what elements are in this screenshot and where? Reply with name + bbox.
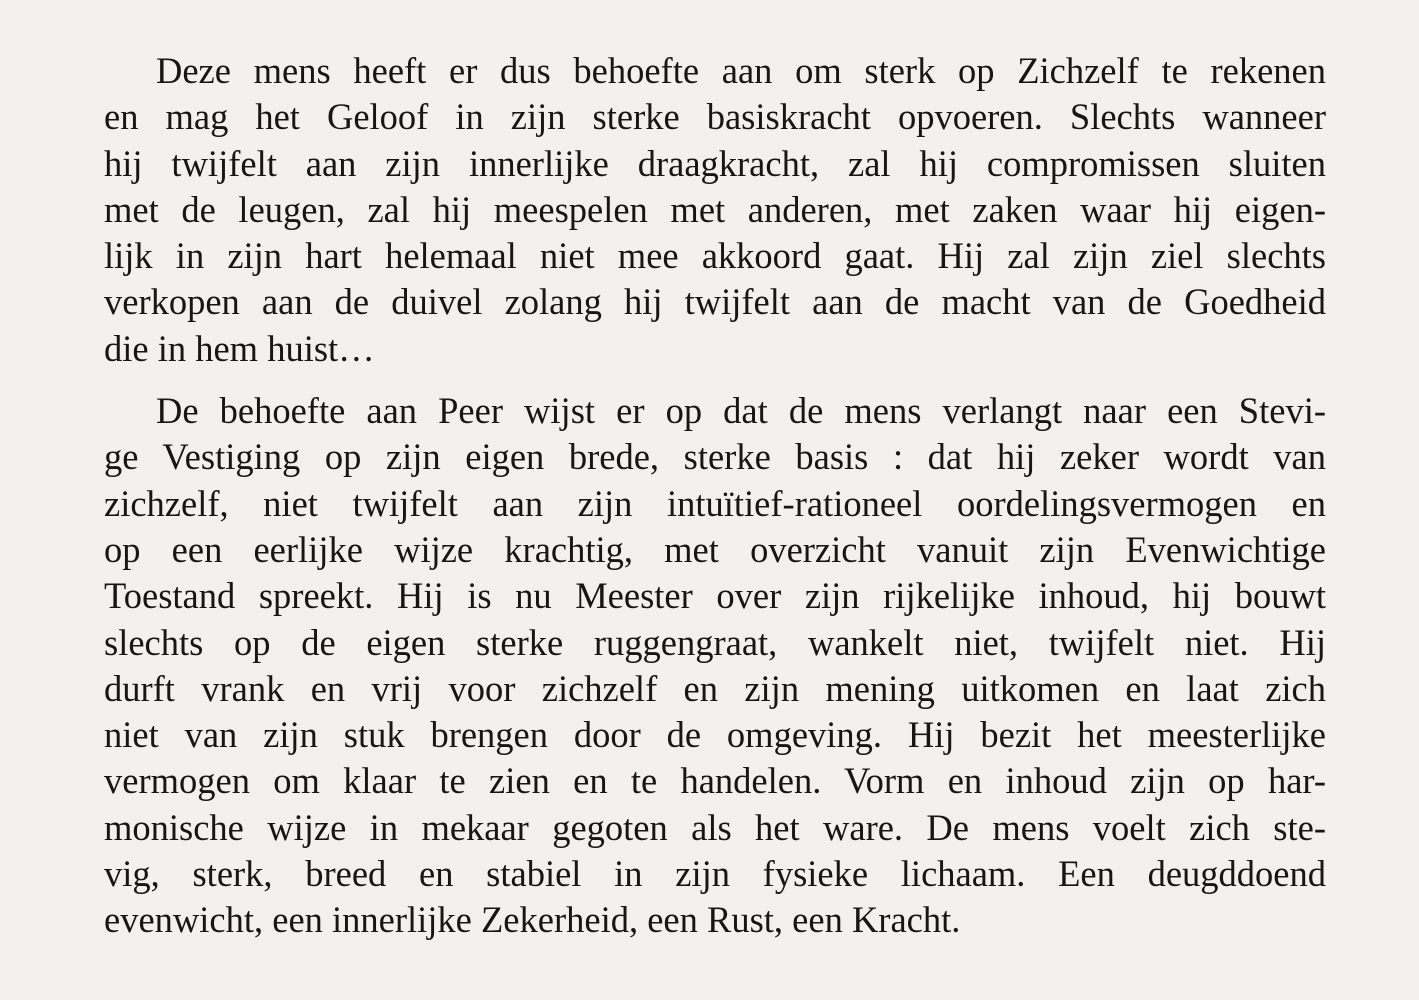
text-line: die in hem huist… <box>104 327 375 369</box>
text-line: verkopen aan de duivel zolang hij twijfelt aan de macht van de Goedheid <box>104 281 1326 323</box>
text-line: slechts op de eigen sterke ruggengraat, wankelt niet, twijfelt niet. Hij <box>104 621 1326 663</box>
paragraph-1 <box>104 48 1326 372</box>
text-line: De behoefte aan Peer wijst er op dat de mens verlangt naar een Stevi- <box>156 390 1326 432</box>
text-line: evenwicht, een innerlijke Zekerheid, een Rust, een Kracht. <box>104 899 961 941</box>
text-line: ge Vestiging op zijn eigen brede, sterke basis : dat hij zeker wordt van <box>104 436 1326 478</box>
text-line: Toestand spreekt. Hij is nu Meester over zijn rijkelijke inhoud, hij bouwt <box>104 575 1326 617</box>
text-line: op een eerlijke wijze krachtig, met overzicht vanuit zijn Evenwichtige <box>104 528 1326 570</box>
text-line: niet van zijn stuk brengen door de omgeving. Hij bezit het meesterlijke <box>104 714 1326 756</box>
paragraph-2 <box>104 388 1326 944</box>
text-line: vermogen om klaar te zien en te handelen. Vorm en inhoud zijn op har- <box>104 760 1326 802</box>
text-line: hij twijfelt aan zijn innerlijke draagkracht, zal hij compromissen sluiten <box>104 142 1326 184</box>
text-line: Deze mens heeft er dus behoefte aan om sterk op Zichzelf te rekenen <box>156 50 1326 91</box>
text-line: lijk in zijn hart helemaal niet mee akkoord gaat. Hij zal zijn ziel slechts <box>104 235 1326 277</box>
text-line: vig, sterk, breed en stabiel in zijn fysieke lichaam. Een deugddoend <box>104 853 1326 895</box>
text-line: met de leugen, zal hij meespelen met anderen, met zaken waar hij eigen- <box>104 188 1326 230</box>
text-line: durft vrank en vrij voor zichzelf en zijn mening uitkomen en laat zich <box>104 667 1326 709</box>
text-line: zichzelf, niet twijfelt aan zijn intuïtief-rationeel oordelingsvermogen en <box>104 482 1326 524</box>
text-line: en mag het Geloof in zijn sterke basiskracht opvoeren. Slechts wanneer <box>104 96 1326 138</box>
text-line: monische wijze in mekaar gegoten als het ware. De mens voelt zich ste- <box>104 806 1326 848</box>
page-text <box>104 48 1326 944</box>
